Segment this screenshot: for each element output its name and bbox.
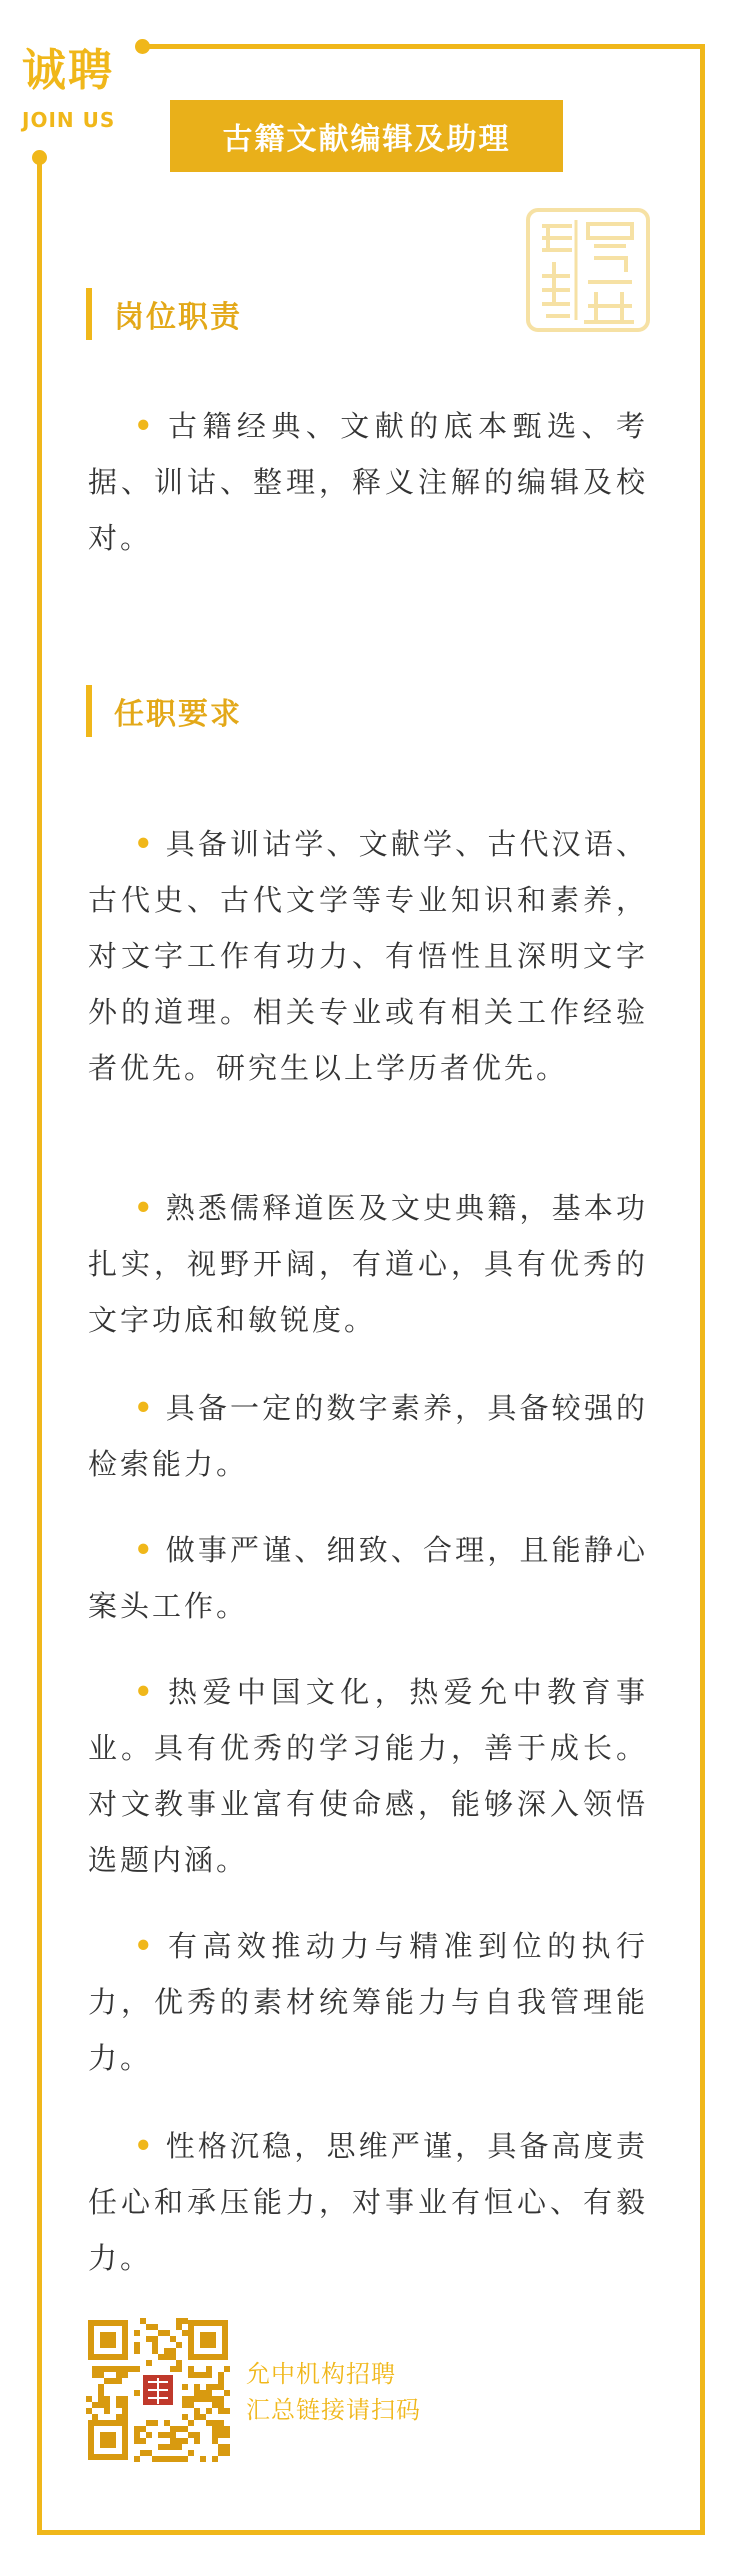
frame-dot-top bbox=[135, 39, 150, 54]
requirement-text: 做事严谨、细致、合理，且能静心案头工作。 bbox=[88, 1533, 648, 1623]
qr-code-icon[interactable] bbox=[86, 2318, 230, 2462]
section-duties-label: 岗位职责 bbox=[114, 300, 242, 335]
requirement-item-6 bbox=[88, 1918, 648, 2086]
bullet-icon: • bbox=[134, 1929, 156, 1963]
frame-dot-left bbox=[32, 150, 47, 165]
requirement-item-1 bbox=[88, 816, 648, 1096]
qr-caption-line2: 汇总链接请扫码 bbox=[246, 2396, 421, 2424]
job-title-banner bbox=[170, 100, 563, 172]
section-requirements-label: 任职要求 bbox=[114, 697, 242, 732]
section-bar bbox=[86, 685, 92, 737]
brand-subtitle: JOIN US bbox=[22, 108, 116, 132]
requirement-text: 具备训诂学、文献学、古代汉语、古代史、古代文学等专业知识和素养，对文字工作有功力、有悟性且深明文字外的道理。相关专业或有相关工作经验者优先。研究生以上学历者优先。 bbox=[88, 827, 648, 1085]
frame-top-line bbox=[142, 44, 702, 49]
requirement-text: 热爱中国文化，热爱允中教育事业。具有优秀的学习能力，善于成长。对文教事业富有使命感，能够深入领悟选题内涵。 bbox=[88, 1675, 648, 1877]
brand-title: 诚聘 bbox=[22, 45, 114, 96]
bullet-icon: • bbox=[134, 1533, 156, 1567]
section-bar bbox=[86, 288, 92, 340]
bullet-icon: • bbox=[134, 1391, 156, 1425]
job-title: 古籍文献编辑及助理 bbox=[222, 122, 511, 157]
bullet-icon: • bbox=[134, 1675, 156, 1709]
requirement-item-3 bbox=[88, 1380, 648, 1492]
frame-left-line bbox=[37, 158, 42, 2535]
bullet-icon: • bbox=[134, 1191, 156, 1225]
bullet-icon: • bbox=[134, 409, 156, 443]
requirement-item-7 bbox=[88, 2118, 648, 2286]
requirement-item-2 bbox=[88, 1180, 648, 1348]
qr-caption-line1: 允中机构招聘 bbox=[246, 2360, 396, 2388]
requirement-text: 具备一定的数字素养，具备较强的检索能力。 bbox=[88, 1391, 648, 1481]
section-requirements-heading bbox=[86, 685, 242, 737]
section-duties-heading bbox=[86, 288, 242, 340]
requirement-text: 性格沉稳，思维严谨，具备高度责任心和承压能力，对事业有恒心、有毅力。 bbox=[88, 2129, 648, 2275]
bullet-icon: • bbox=[134, 2129, 156, 2163]
frame-right-line bbox=[700, 44, 705, 2533]
duty-item-1 bbox=[88, 398, 648, 566]
requirement-text: 熟悉儒释道医及文史典籍，基本功扎实，视野开阔，有道心，具有优秀的文字功底和敏锐度。 bbox=[88, 1191, 648, 1337]
bullet-icon: • bbox=[134, 827, 156, 861]
requirement-item-4 bbox=[88, 1522, 648, 1634]
qr-caption bbox=[246, 2356, 421, 2428]
requirement-text: 有高效推动力与精准到位的执行力，优秀的素材统筹能力与自我管理能力。 bbox=[88, 1929, 648, 2075]
duty-item-text: 古籍经典、文献的底本甄选、考据、训诂、整理，释义注解的编辑及校对。 bbox=[88, 409, 648, 555]
seal-stamp-icon bbox=[524, 206, 652, 334]
frame-bottom-line bbox=[37, 2530, 705, 2535]
requirement-item-5 bbox=[88, 1664, 648, 1888]
